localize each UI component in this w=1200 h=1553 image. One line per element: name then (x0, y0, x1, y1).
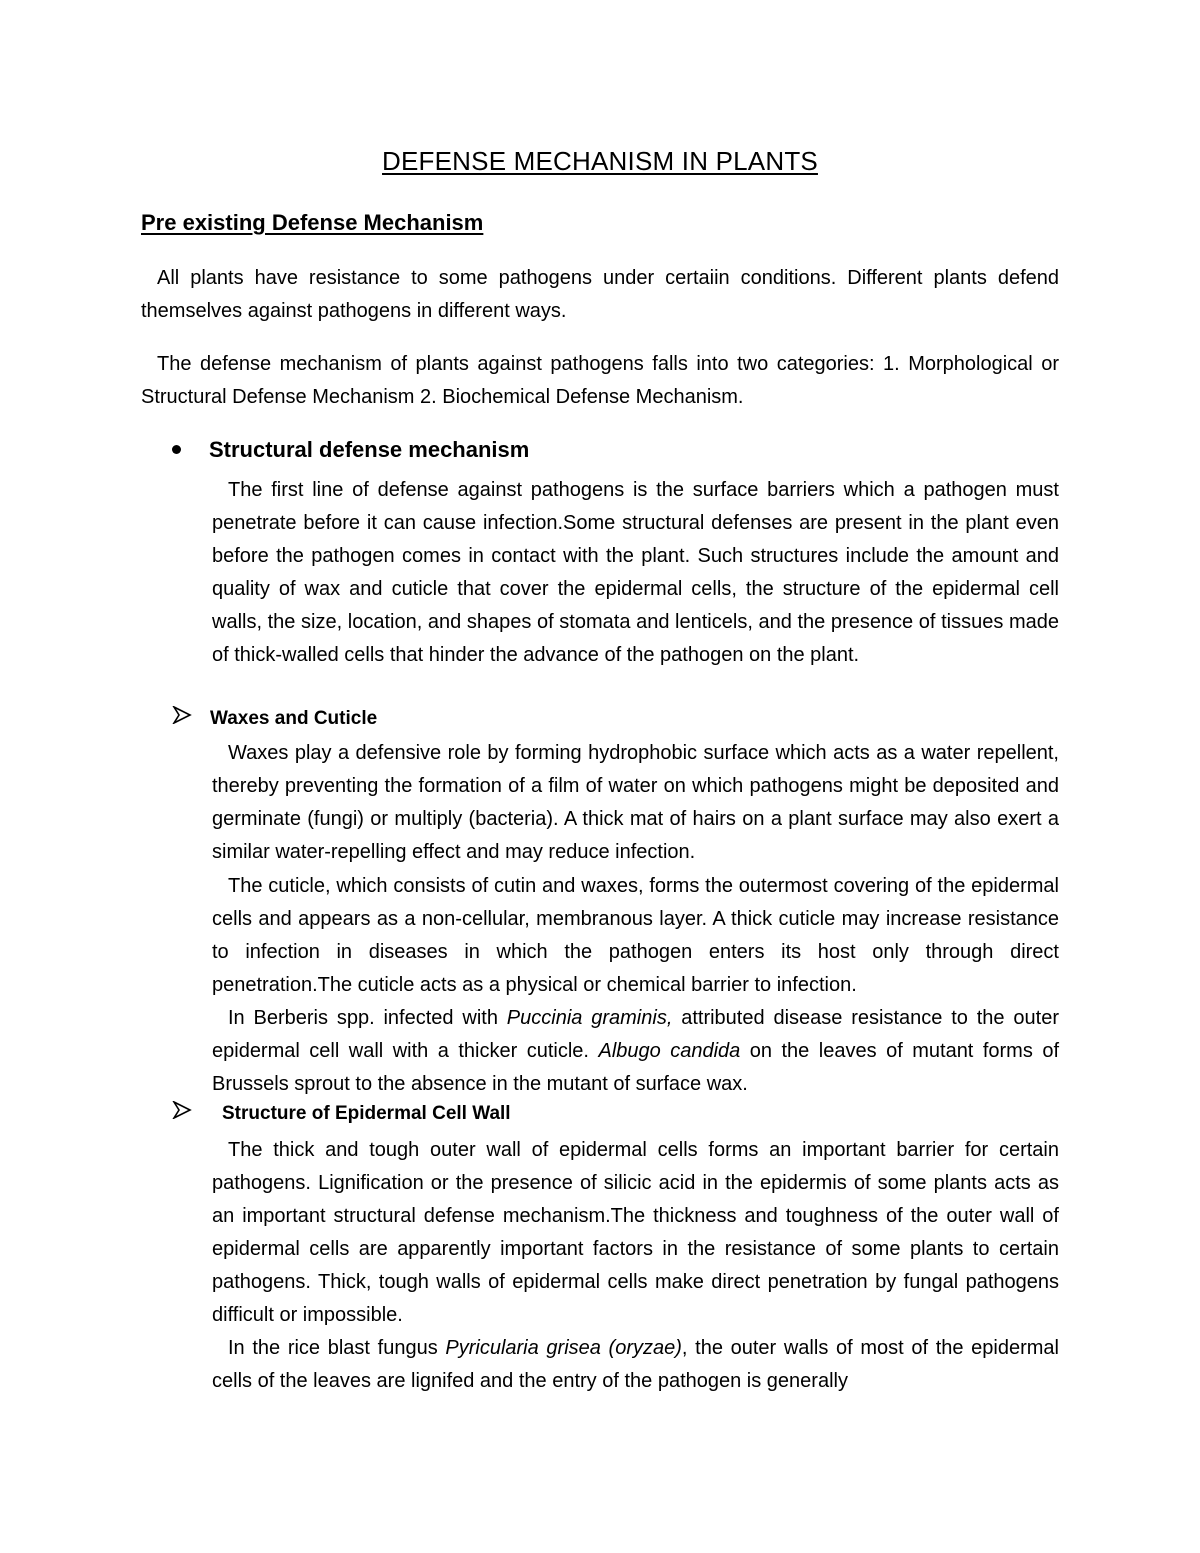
species-name-puccinia: Puccinia graminis, (506, 1007, 673, 1029)
epidermal-paragraph (212, 1134, 1059, 1332)
cuticle-paragraph (212, 870, 1059, 1002)
rice-text-2: , the outer walls of most of the epidermal cells of the leaves are lignifed and the entry of the pathogen is generally (212, 1337, 1059, 1392)
subheading-waxes-row (172, 706, 377, 730)
structural-paragraph-text: The first line of defense against pathogens is the surface barriers which a pathogen must penetrate before it can cause infection.Some structural defenses are present in the plant even before the pathogen comes in contact with the plant. Such structures include the amount and quality of wax and cuticle that cover the epidermal cells, the structure of the epidermal cell walls, the size, location, and shapes of stomata and lenticels, and the presence of tissues made of thick-walled cells that hinder the advance of the pathogen on the plant. (212, 479, 1059, 666)
subheading-epidermal-row (172, 1101, 511, 1125)
berberis-text-3: on the leaves of mutant forms of Brussels sprout to the absence in the mutant of surface wax. (212, 1040, 1060, 1095)
document-title: DEFENSE MECHANISM IN PLANTS (382, 146, 818, 176)
intro-paragraph-1-text: All plants have resistance to some pathogens under certaiin conditions. Different plants defend themselves against pathogens in different ways. (141, 267, 1059, 322)
intro-paragraph-2 (141, 348, 1059, 414)
subheading-epidermal: Structure of Epidermal Cell Wall (222, 1103, 511, 1124)
subheading-waxes: Waxes and Cuticle (210, 708, 378, 729)
bullet-heading: Structural defense mechanism (209, 437, 530, 462)
arrow-bullet-icon (172, 1101, 194, 1125)
berberis-text-1: In Berberis spp. infected with (228, 1007, 507, 1029)
intro-paragraph-2-text: The defense mechanism of plants against pathogens falls into two categories: 1. Morphological or Structural Defense Mechanism 2. Biochemical Defense Mechanism. (141, 353, 1059, 408)
waxes-paragraph-text: Waxes play a defensive role by forming hydrophobic surface which acts as a water repellent, thereby preventing the formation of a film of water on which pathogens might be deposited and germinate (fungi) or multiply (bacteria). A thick mat of hairs on a plant surface may also exert a similar water-repelling effect and may reduce infection. (212, 742, 1059, 863)
waxes-paragraph (212, 737, 1059, 869)
species-name-albugo: Albugo candida (598, 1040, 741, 1062)
species-name-pyricularia: Pyricularia grisea (oryzae) (445, 1337, 682, 1359)
rice-paragraph (212, 1332, 1059, 1398)
berberis-paragraph (212, 1002, 1059, 1101)
section-heading: Pre existing Defense Mechanism (141, 210, 484, 235)
rice-text-1: In the rice blast fungus (228, 1337, 446, 1359)
cuticle-paragraph-text: The cuticle, which consists of cutin and waxes, forms the outermost covering of the epidermal cells and appears as a non-cellular, membranous layer. A thick cuticle may increase resistance to infection in diseases in which the pathogen enters its host only through direct penetration.The cuticle acts as a physical or chemical barrier to infection. (212, 875, 1059, 996)
intro-paragraph-1 (141, 262, 1059, 328)
bullet-icon (172, 445, 181, 454)
berberis-text-2: attributed disease resistance to the outer epidermal cell wall with a thicker cuticle. (212, 1007, 1059, 1062)
structural-paragraph (212, 474, 1059, 672)
arrow-bullet-icon (172, 706, 194, 730)
epidermal-paragraph-text: The thick and tough outer wall of epidermal cells forms an important barrier for certain pathogens. Lignification or the presence of silicic acid in the epidermis of some plants acts as an important structural defense mechanism.The thickness and toughness of the outer wall of epidermal cells are apparently important factors in the resistance of some plants to certain pathogens. Thick, tough walls of epidermal cells make direct penetration by fungal pathogens difficult or impossible. (212, 1139, 1059, 1326)
bullet-heading-row (172, 437, 529, 463)
